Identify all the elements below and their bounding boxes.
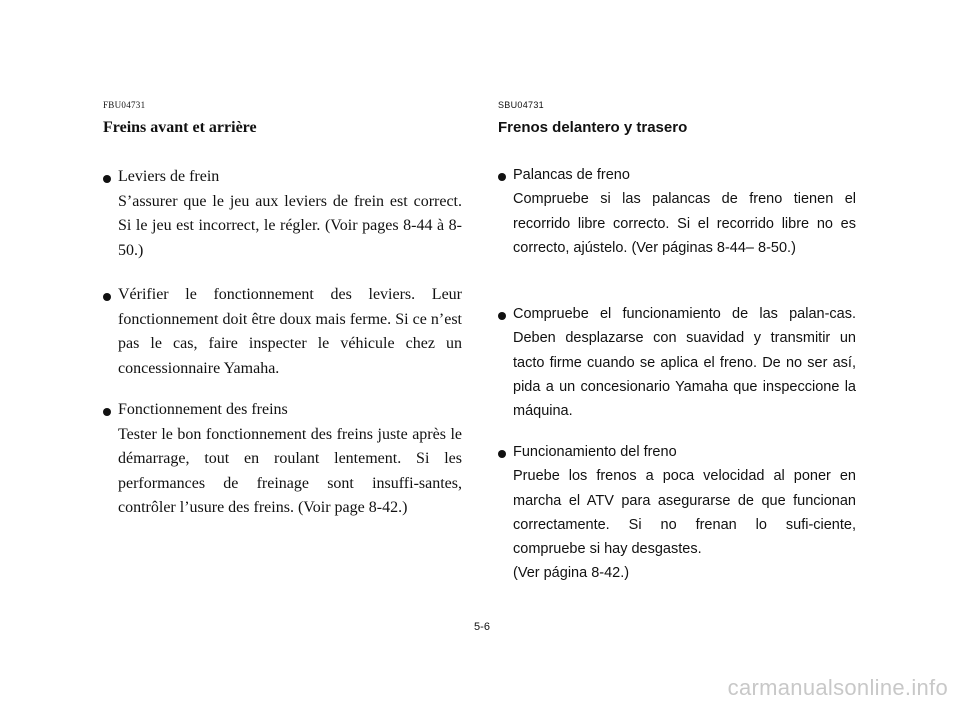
bullet-icon — [498, 312, 506, 320]
bullet-icon — [103, 175, 111, 183]
item-body: Tester le bon fonctionnement des freins juste après le démarrage, tout en roulant lentement. Si les performances de freinage sont insuffi-santes, contrôler l’usure des freins. (Voir page 8-42.) — [118, 425, 462, 516]
list-item — [103, 283, 462, 381]
list-item — [498, 163, 856, 260]
item-heading: Leviers de frein — [118, 168, 220, 185]
item-body: Compruebe el funcionamiento de las palan-cas. Deben desplazarse con suavidad y transmitir un tacto firme cuando se aplica el freno. De no ser así, pida a un concesionario Yamaha que inspeccione la máquina. — [513, 306, 856, 420]
watermark: carmanualsonline.info — [727, 675, 948, 700]
list-item — [103, 165, 462, 263]
item-body: S’assurer que le jeu aux leviers de frein est correct. Si le jeu est incorrect, le régler. (Voir pages 8-44 à 8-50.) — [118, 192, 462, 259]
section-code: SBU04731 — [498, 100, 544, 110]
item-body: Compruebe si las palancas de freno tienen el recorrido libre correcto. Si el recorrido libre no es correcto, ajústelo. (Ver páginas 8-44– 8-50.) — [513, 191, 856, 256]
list-item — [498, 302, 856, 423]
section-title: Freins avant et arrière — [103, 119, 257, 136]
bullet-icon — [498, 173, 506, 181]
section-title: Frenos delantero y trasero — [498, 119, 688, 136]
bullet-icon — [498, 450, 506, 458]
item-page-reference: (Ver página 8-42.) — [513, 565, 630, 582]
list-item — [498, 440, 856, 586]
bullet-icon — [103, 293, 111, 301]
item-heading: Palancas de freno — [513, 167, 630, 183]
section-code: FBU04731 — [103, 100, 146, 110]
item-body: Vérifier le fonctionnement des leviers. Leur fonctionnement doit être doux mais ferme. Si ce n’est pas le cas, faire inspecter le véhicule chez un concessionnaire Yamaha. — [118, 286, 462, 377]
item-heading: Funcionamiento del freno — [513, 444, 677, 460]
item-heading: Fonctionnement des freins — [118, 401, 288, 418]
bullet-icon — [103, 408, 111, 416]
list-item — [103, 398, 462, 521]
item-body: Pruebe los frenos a poca velocidad al poner en marcha el ATV para asegurarse de que funcionan correctamente. Si no frenan lo sufi-ciente, compruebe si hay desgastes. — [513, 468, 856, 558]
page-number: 5-6 — [474, 621, 490, 633]
